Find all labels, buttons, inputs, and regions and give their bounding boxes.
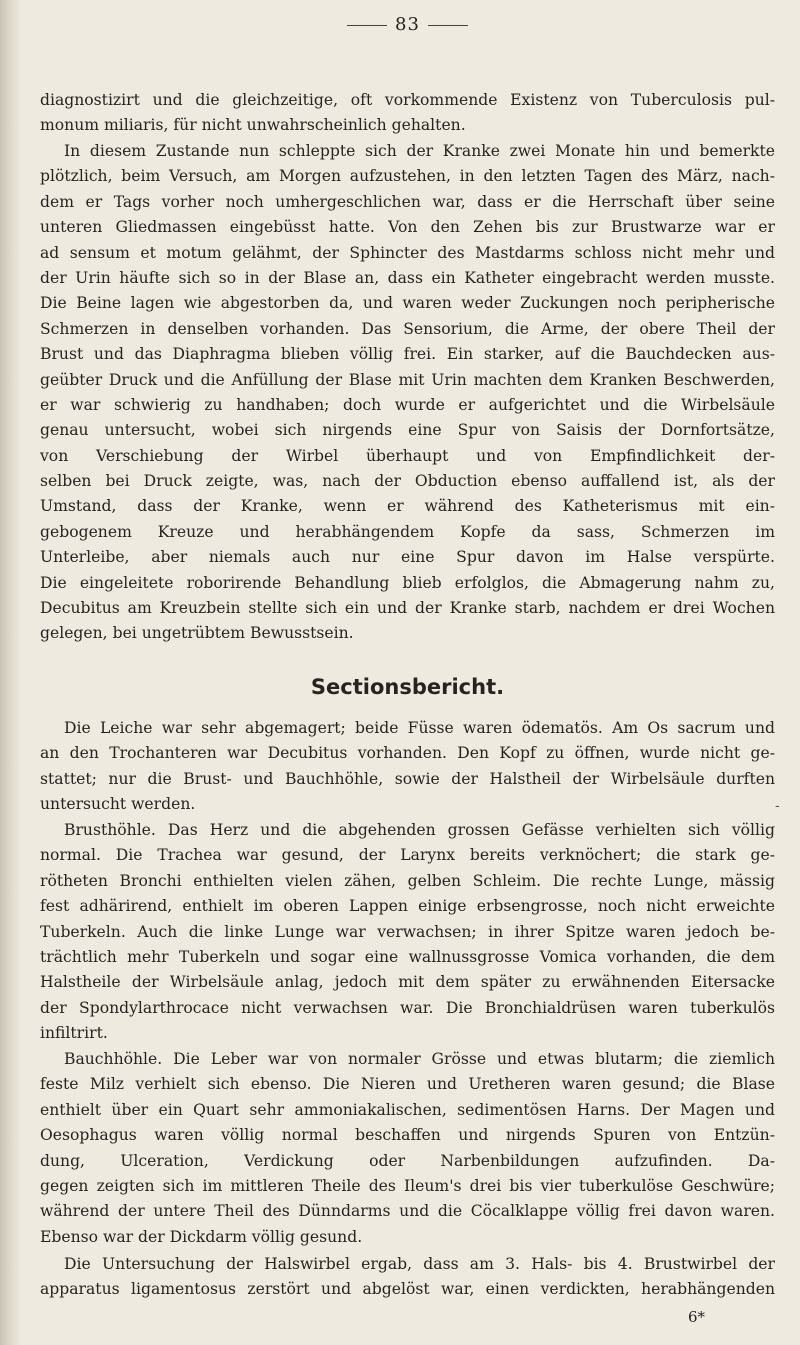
- text-line: dem er Tags vorher noch umhergeschlichen war, dass er die Herrschaft über seine: [40, 192, 775, 211]
- paragraph-autopsy-overview: [40, 716, 775, 818]
- text-line: trächtlich mehr Tuberkeln und sogar eine wallnussgrosse Vomica vorhanden, die dem: [40, 947, 775, 966]
- text-line: Bauchhöhle. Die Leber war von normaler Grösse und etwas blutarm; die ziemlich: [64, 1050, 775, 1068]
- text-line: Umstand, dass der Kranke, wenn er während des Katheterismus mit ein-: [40, 497, 775, 516]
- text-line: feste Milz verhielt sich ebenso. Die Nieren und Uretheren waren gesund; die Blase: [40, 1075, 775, 1094]
- text-line: Brusthöhle. Das Herz und die abgehenden grossen Gefässe verhielten sich völlig: [64, 821, 775, 839]
- paragraph-thorax: [40, 818, 775, 1047]
- paragraph-diagnosis-continuation: [40, 88, 775, 139]
- text-line: rötheten Bronchi enthielten vielen zähen, gelben Schleim. Die rechte Lunge, mässig: [40, 871, 775, 890]
- text-line: Schmerzen in denselben vorhanden. Das Sensorium, die Arme, der obere Theil der: [40, 319, 775, 338]
- text-line: fest adhärirend, enthielt im oberen Lappen einige erbsengrosse, noch nicht erweichte: [40, 897, 775, 916]
- text-line: stattet; nur die Brust- und Bauchhöhle, sowie der Halstheil der Wirbelsäule durften: [40, 769, 775, 788]
- text-line: von Verschiebung der Wirbel überhaupt und von Empfindlichkeit der-: [40, 446, 775, 465]
- text-line: Ebenso war der Dickdarm völlig gesund.: [40, 1227, 363, 1246]
- text-line: Tuberkeln. Auch die linke Lunge war verwachsen; in ihrer Spitze waren jedoch be-: [40, 922, 775, 941]
- signature-mark: 6*: [688, 1308, 706, 1326]
- book-gutter: [0, 0, 22, 1345]
- section-heading: Sectionsbericht.: [310, 675, 505, 699]
- text-line: dung, Ulceration, Verdickung oder Narbenbildungen aufzufinden. Da-: [40, 1151, 775, 1170]
- text-line: genau untersucht, wobei sich nirgends eine Spur von Saisis der Dornfortsätze,: [40, 421, 775, 440]
- text-line: gegen zeigten sich im mittleren Theile des Ileum's drei bis vier tuberkulöse Geschwüre;: [40, 1176, 775, 1195]
- text-line: untersucht werden.: [40, 795, 196, 814]
- text-line: Halstheile der Wirbelsäule anlag, jedoch mit dem später zu erwähnenden Eitersacke: [40, 973, 775, 992]
- text-line: Die Leiche war sehr abgemagert; beide Füsse waren ödematös. Am Os sacrum und: [64, 719, 775, 737]
- text-line: Oesophagus waren völlig normal beschaffen und nirgends Spuren von Entzün-: [40, 1126, 775, 1145]
- page-number: 83: [40, 14, 775, 35]
- text-line: normal. Die Trachea war gesund, der Larynx bereits verknöchert; die stark ge-: [40, 846, 775, 865]
- text-line: er war schwierig zu handhaben; doch wurde er aufgerichtet und die Wirbelsäule: [40, 395, 775, 414]
- text-line: an den Trochanteren war Decubitus vorhanden. Den Kopf zu öffnen, wurde nicht ge-: [40, 744, 775, 763]
- text-line: In diesem Zustande nun schleppte sich der Kranke zwei Monate hin und bemerkte: [64, 142, 775, 160]
- page-number-left-rule: [347, 25, 387, 26]
- margin-mark: -: [775, 798, 780, 814]
- page-number-right-rule: [428, 25, 468, 26]
- text-line: infiltrirt.: [40, 1024, 108, 1043]
- text-line: gelegen, bei ungetrübtem Bewusstsein.: [40, 624, 354, 643]
- paragraph-abdomen: [40, 1047, 775, 1250]
- text-line: ad sensum et motum gelähmt, der Sphincter des Mastdarms schloss nicht mehr und: [40, 243, 775, 262]
- text-line: diagnostizirt und die gleichzeitige, oft vorkommende Existenz von Tuberculosis pul-: [40, 91, 775, 109]
- text-line: Die Beine lagen wie abgestorben da, und waren weder Zuckungen noch peripherische: [40, 294, 775, 313]
- text-line: Unterleibe, aber niemals auch nur eine Spur davon im Halse verspürte.: [40, 548, 775, 567]
- paragraph-cervical-spine: [40, 1252, 775, 1303]
- text-line: plötzlich, beim Versuch, am Morgen aufzustehen, in den letzten Tagen des März, nach-: [40, 167, 775, 186]
- text-line: Die eingeleitete roborirende Behandlung blieb erfolglos, die Abmagerung nahm zu,: [40, 573, 775, 592]
- text-line: der Spondylarthrocace nicht verwachsen war. Die Bronchialdrüsen waren tuberkulös: [40, 998, 775, 1017]
- text-line: gebogenem Kreuze und herabhängendem Kopfe da sass, Schmerzen im: [40, 522, 775, 541]
- text-line: der Urin häufte sich so in der Blase an, dass ein Katheter eingebracht werden musste.: [40, 268, 775, 287]
- text-line: geübter Druck und die Anfüllung der Blase mit Urin machten dem Kranken Beschwerden,: [40, 370, 775, 389]
- text-line: Brust und das Diaphragma blieben völlig frei. Ein starker, auf die Bauchdecken aus-: [40, 345, 775, 364]
- text-line: Die Untersuchung der Halswirbel ergab, dass am 3. Hals- bis 4. Brustwirbel der: [64, 1255, 775, 1273]
- text-line: monum miliaris, für nicht unwahrscheinlich gehalten.: [40, 116, 466, 135]
- text-line: Decubitus am Kreuzbein stellte sich ein und der Kranke starb, nachdem er drei Wochen: [40, 599, 775, 618]
- text-line: während der untere Theil des Dünndarms und die Cöcalklappe völlig frei davon waren.: [40, 1202, 775, 1221]
- text-line: selben bei Druck zeigte, was, nach der Obduction ebenso auffallend ist, als der: [40, 472, 775, 491]
- paragraph-clinical-course: [40, 139, 775, 647]
- text-line: unteren Gliedmassen eingebüsst hatte. Von den Zehen bis zur Brustwarze war er: [40, 218, 775, 237]
- text-line: apparatus ligamentosus zerstört und abgelöst war, einen verdickten, herabhängenden: [40, 1280, 775, 1299]
- text-line: enthielt über ein Quart sehr ammoniakalischen, sedimentösen Harns. Der Magen und: [40, 1100, 775, 1119]
